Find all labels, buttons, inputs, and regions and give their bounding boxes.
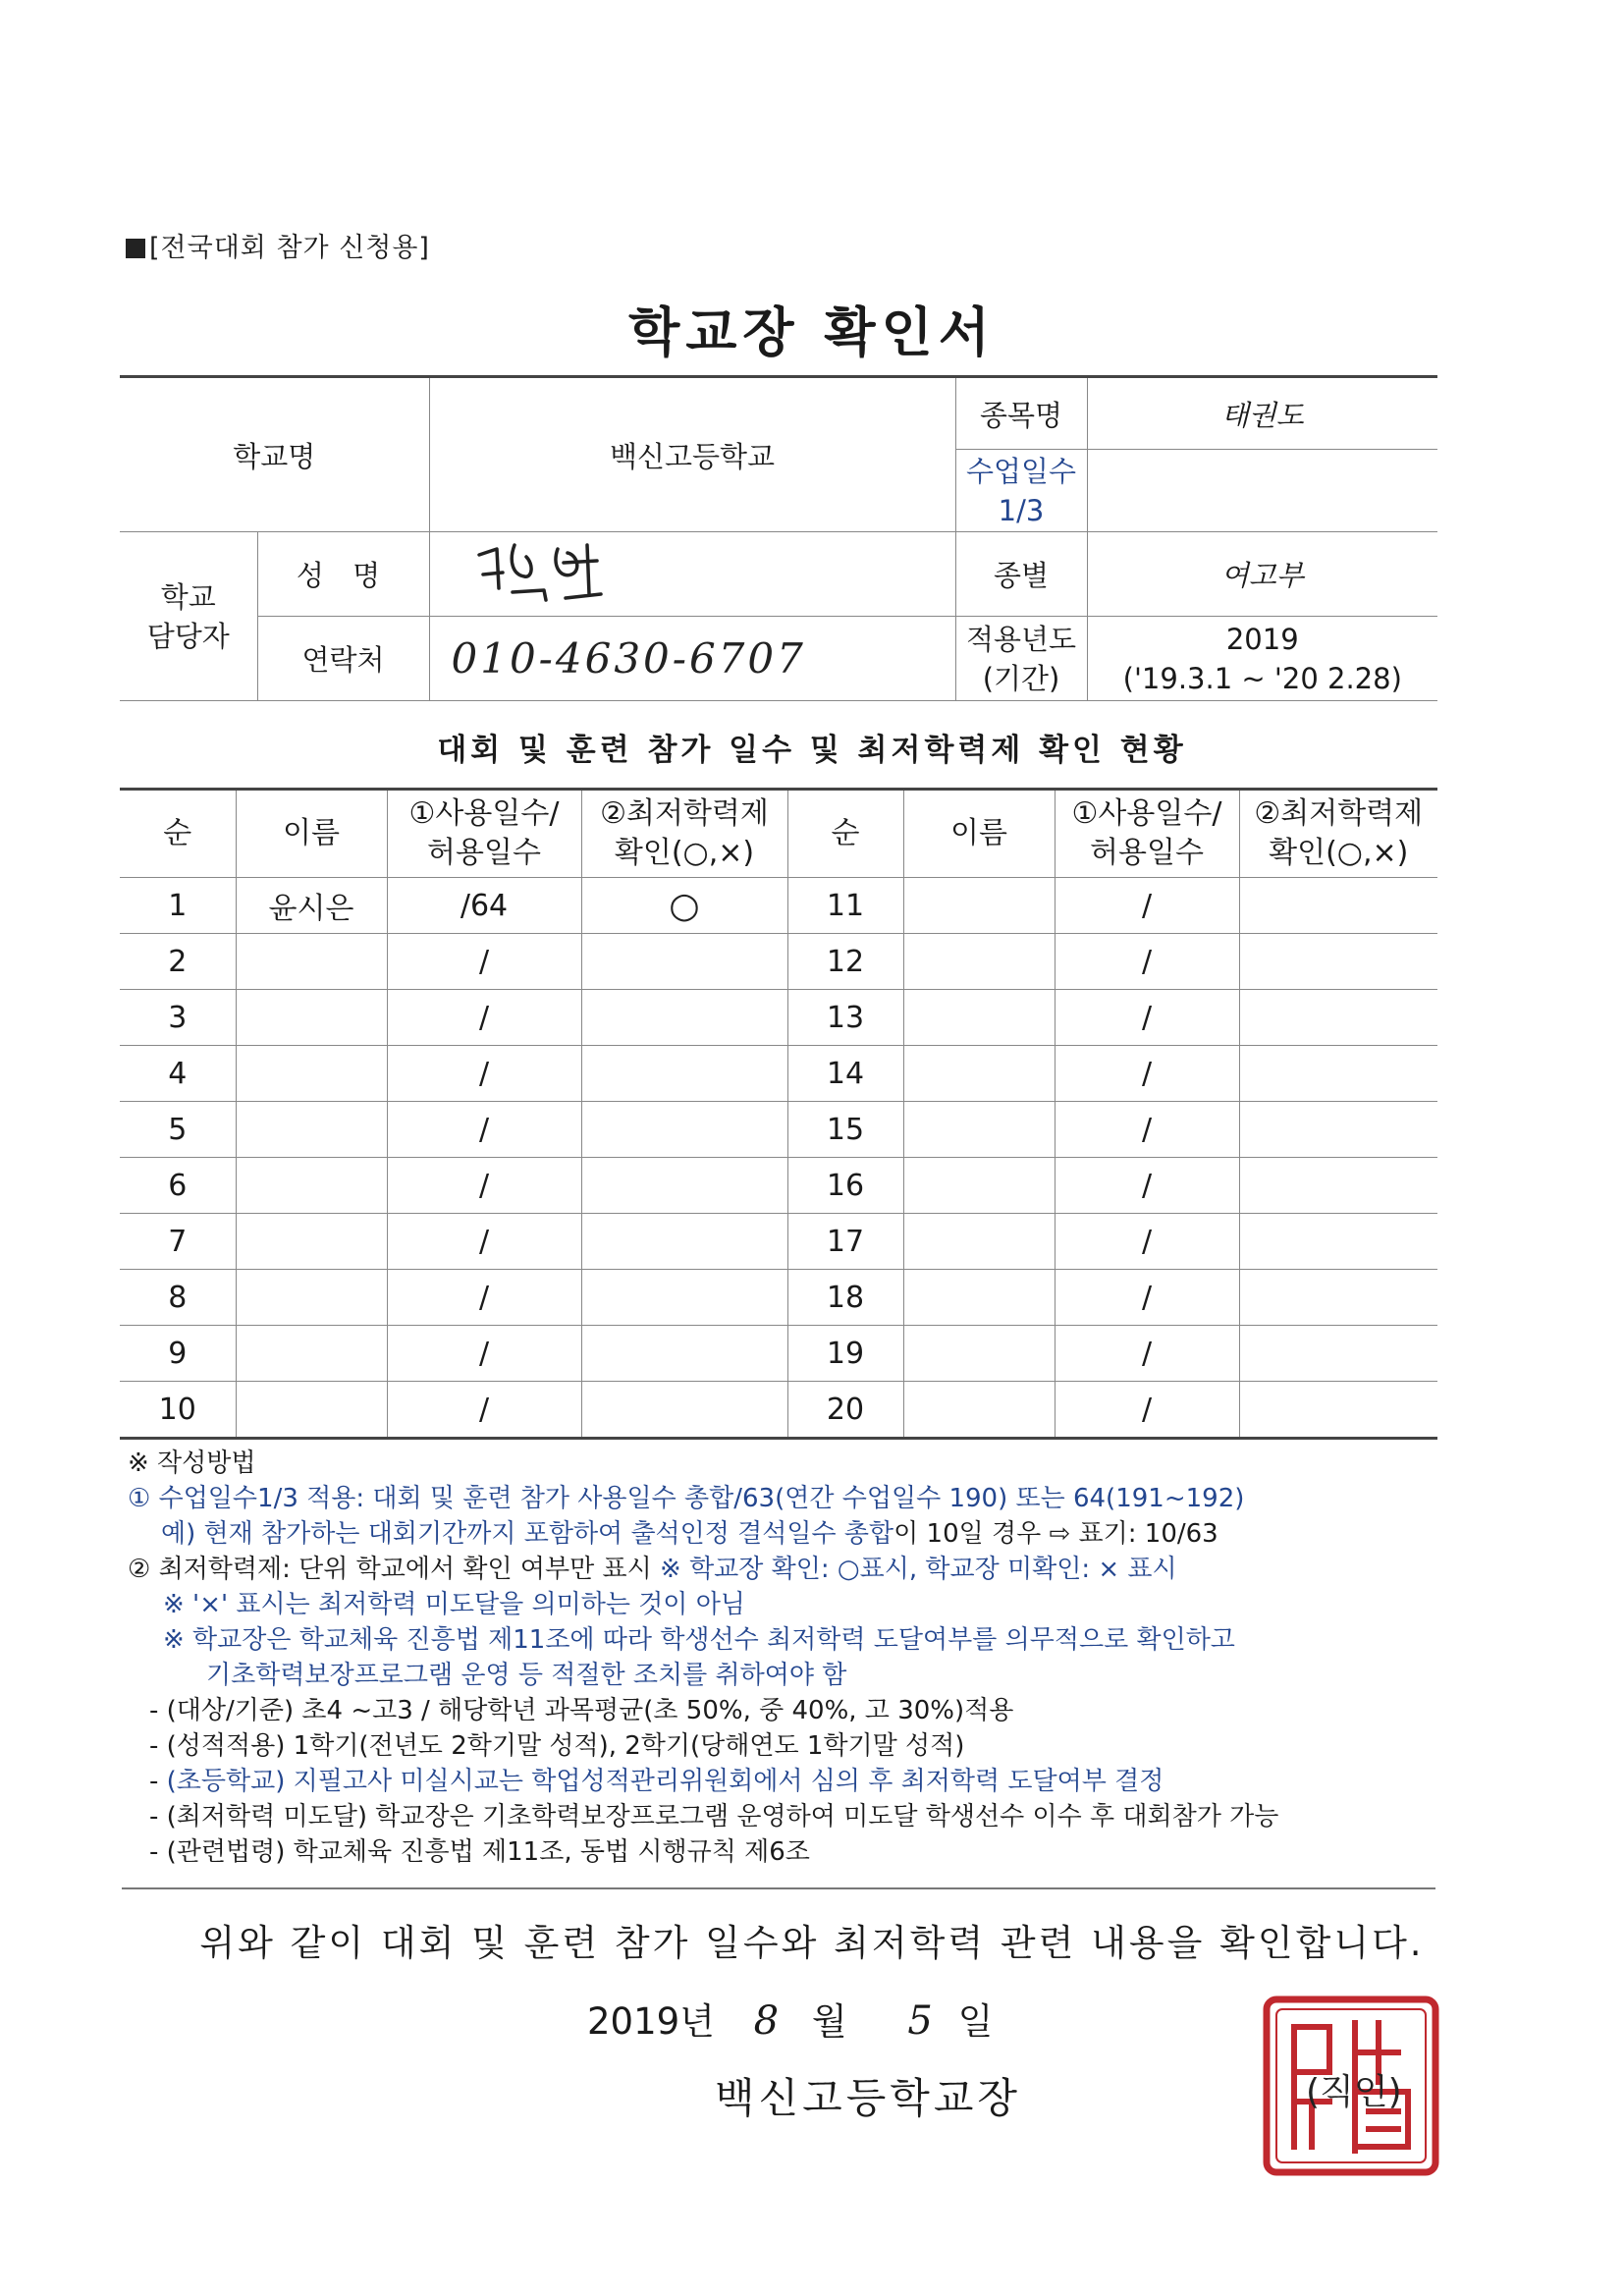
row-name: [903, 1046, 1055, 1102]
row-days: /: [1055, 990, 1239, 1046]
note-4-line-2: 기초학력보장프로그램 운영 등 적절한 조치를 취하여야 함: [206, 1661, 847, 1690]
row-days: /: [387, 1270, 581, 1326]
row-days: /: [387, 1326, 581, 1382]
note-item-2: - (성적적용) 1학기(전년도 2학기말 성적), 2학기(당해연도 1학기말 성적): [149, 1731, 965, 1761]
contact-value: 010-4630-6707: [429, 617, 955, 701]
row-days: /: [387, 1046, 581, 1102]
row-days: /: [387, 1102, 581, 1158]
row-check: [1239, 934, 1437, 990]
form-type-label: [전국대회 참가 신청용]: [126, 226, 430, 264]
note-item-1: - (대상/기준) 초4 ~고3 / 해당학년 과목평균(초 50%, 중 40%, 고 30%)적용: [149, 1696, 1014, 1725]
row-seq: 8: [120, 1270, 236, 1326]
row-days: /: [1055, 1158, 1239, 1214]
row-name: [903, 878, 1055, 934]
row-check: [1239, 1214, 1437, 1270]
row-name: [903, 1382, 1055, 1439]
handwritten-name-signature: [469, 535, 617, 606]
table-row: [120, 1046, 1437, 1102]
row-name: 윤시은: [236, 878, 387, 934]
row-days: /: [1055, 1270, 1239, 1326]
row-seq: 6: [120, 1158, 236, 1214]
row-days: /: [1055, 934, 1239, 990]
row-name: [903, 1158, 1055, 1214]
sport-value: 태권도: [1087, 377, 1437, 450]
row-name: [236, 1270, 387, 1326]
row-days: /: [387, 990, 581, 1046]
section-title: 대회 및 훈련 참가 일수 및 최저학력제 확인 현황: [437, 733, 1187, 768]
row-name: [236, 1158, 387, 1214]
row-seq: 17: [787, 1214, 903, 1270]
row-seq: 1: [120, 878, 236, 934]
row-seq: 7: [120, 1214, 236, 1270]
note-item-4: - (최저학력 미도달) 학교장은 기초학력보장프로그램 운영하여 미도달 학생선수 이수 후 대회참가 가능: [149, 1802, 1279, 1831]
note-item-5: - (관련법령) 학교체육 진흥법 제11조, 동법 시행규칙 제6조: [149, 1837, 810, 1867]
manager-label: 학교 담당자: [120, 532, 257, 701]
row-name: [903, 990, 1055, 1046]
header-name: 이름: [903, 790, 1055, 878]
table-row: [120, 1102, 1437, 1158]
row-seq: 10: [120, 1382, 236, 1439]
row-check: [1239, 990, 1437, 1046]
row-days: /: [387, 934, 581, 990]
row-seq: 14: [787, 1046, 903, 1102]
row-name: [903, 1270, 1055, 1326]
row-days: /: [387, 1214, 581, 1270]
name-value: [429, 532, 955, 617]
row-check: [581, 1158, 787, 1214]
header-days: ①사용일수/ 허용일수: [1055, 790, 1239, 878]
row-seq: 3: [120, 990, 236, 1046]
year-value: 2019 ('19.3.1 ~ '20 2.28): [1087, 617, 1437, 701]
row-seq: 16: [787, 1158, 903, 1214]
table-row: [120, 1270, 1437, 1326]
row-seq: 2: [120, 934, 236, 990]
table-row: [120, 1326, 1437, 1382]
row-check: [1239, 1270, 1437, 1326]
row-seq: 4: [120, 1046, 236, 1102]
row-check: [581, 1270, 787, 1326]
row-check: [1239, 1102, 1437, 1158]
division-label: 종별: [955, 532, 1087, 617]
row-check: [1239, 1326, 1437, 1382]
row-seq: 15: [787, 1102, 903, 1158]
row-name: [236, 1382, 387, 1439]
seal-label: (직인): [1306, 2072, 1402, 2112]
header-name: 이름: [236, 790, 387, 878]
row-name: [236, 934, 387, 990]
row-days: /64: [387, 878, 581, 934]
row-days: /: [1055, 1102, 1239, 1158]
row-check: [1239, 1382, 1437, 1439]
row-days: /: [1055, 1046, 1239, 1102]
row-name: [903, 1102, 1055, 1158]
row-seq: 20: [787, 1382, 903, 1439]
participant-table: [120, 788, 1437, 1440]
row-seq: 13: [787, 990, 903, 1046]
header-check: ②최저학력제 확인(○,×): [1239, 790, 1437, 878]
row-name: [236, 1214, 387, 1270]
sport-label: 종목명: [955, 377, 1087, 450]
note-1-line-1: ① 수업일수1/3 적용: 대회 및 훈련 참가 사용일수 총합/63(연간 수업일수 190) 또는 64(191~192): [128, 1484, 1245, 1513]
table-header-row: [120, 790, 1437, 878]
row-check: [581, 1214, 787, 1270]
note-1-line-2: 예) 현재 참가하는 대회기간까지 포함하여 출석인정 결석일수 총합이 10일 경우 ⇨ 표기: 10/63: [161, 1519, 1218, 1549]
row-check: [1239, 878, 1437, 934]
row-check: [581, 1046, 787, 1102]
header-seq: 순: [120, 790, 236, 878]
class-days-label: 수업일수 1/3: [955, 450, 1087, 532]
header-check: ②최저학력제 확인(○,×): [581, 790, 787, 878]
signature-date: 2019년 8 월 5 일: [587, 1998, 994, 2044]
row-days: /: [387, 1382, 581, 1439]
row-check: [581, 1102, 787, 1158]
row-seq: 9: [120, 1326, 236, 1382]
writing-instructions: [128, 1446, 1443, 1870]
row-check: [581, 1326, 787, 1382]
table-row: [120, 990, 1437, 1046]
row-seq: 19: [787, 1326, 903, 1382]
row-name: [903, 1326, 1055, 1382]
row-days: /: [387, 1158, 581, 1214]
row-name: [236, 1326, 387, 1382]
row-days: /: [1055, 1214, 1239, 1270]
note-3: ※ '×' 표시는 최저학력 미도달을 의미하는 것이 아님: [163, 1590, 745, 1619]
school-info-table: [120, 375, 1437, 701]
row-name: [236, 990, 387, 1046]
row-check: ○: [581, 878, 787, 934]
table-row: [120, 1158, 1437, 1214]
row-check: [581, 990, 787, 1046]
confirmation-statement: 위와 같이 대회 및 훈련 참가 일수와 최저학력 관련 내용을 확인합니다.: [199, 1922, 1425, 1964]
row-seq: 11: [787, 878, 903, 934]
document-title: 학교장 확인서: [628, 301, 996, 363]
square-bullet-icon: [126, 239, 145, 258]
row-check: [581, 1382, 787, 1439]
note-4-line-1: ※ 학교장은 학교체육 진흥법 제11조에 따라 학생선수 최저학력 도달여부를 의무적으로 확인하고: [163, 1625, 1235, 1655]
contact-label: 연락처: [257, 617, 429, 701]
note-item-3: - (초등학교) 지필고사 미실시교는 학업성적관리위원회에서 심의 후 최저학력 도달여부 결정: [149, 1767, 1164, 1796]
row-name: [903, 934, 1055, 990]
header-days: ①사용일수/ 허용일수: [387, 790, 581, 878]
school-name-label: 학교명: [120, 377, 429, 532]
school-name-value: 백신고등학교: [429, 377, 955, 532]
table-row: [120, 1214, 1437, 1270]
table-row: [120, 934, 1437, 990]
header-seq: 순: [787, 790, 903, 878]
row-name: [903, 1214, 1055, 1270]
principal-name: 백신고등학교장: [715, 2074, 1022, 2122]
division-value: 여고부: [1087, 532, 1437, 617]
row-seq: 18: [787, 1270, 903, 1326]
row-days: /: [1055, 878, 1239, 934]
row-check: [1239, 1046, 1437, 1102]
note-2: ② 최저학력제: 단위 학교에서 확인 여부만 표시 ※ 학교장 확인: ○표시, 학교장 미확인: × 표시: [128, 1555, 1177, 1584]
row-days: /: [1055, 1382, 1239, 1439]
notes-heading: ※ 작성방법: [128, 1449, 256, 1478]
row-seq: 5: [120, 1102, 236, 1158]
row-name: [236, 1046, 387, 1102]
table-row: [120, 1382, 1437, 1439]
row-name: [236, 1102, 387, 1158]
name-label: 성 명: [257, 532, 429, 617]
row-check: [1239, 1158, 1437, 1214]
row-check: [581, 934, 787, 990]
row-days: /: [1055, 1326, 1239, 1382]
divider: [122, 1887, 1435, 1889]
table-row: [120, 878, 1437, 934]
row-seq: 12: [787, 934, 903, 990]
year-label: 적용년도 (기간): [955, 617, 1087, 701]
class-days-value: [1087, 450, 1437, 532]
